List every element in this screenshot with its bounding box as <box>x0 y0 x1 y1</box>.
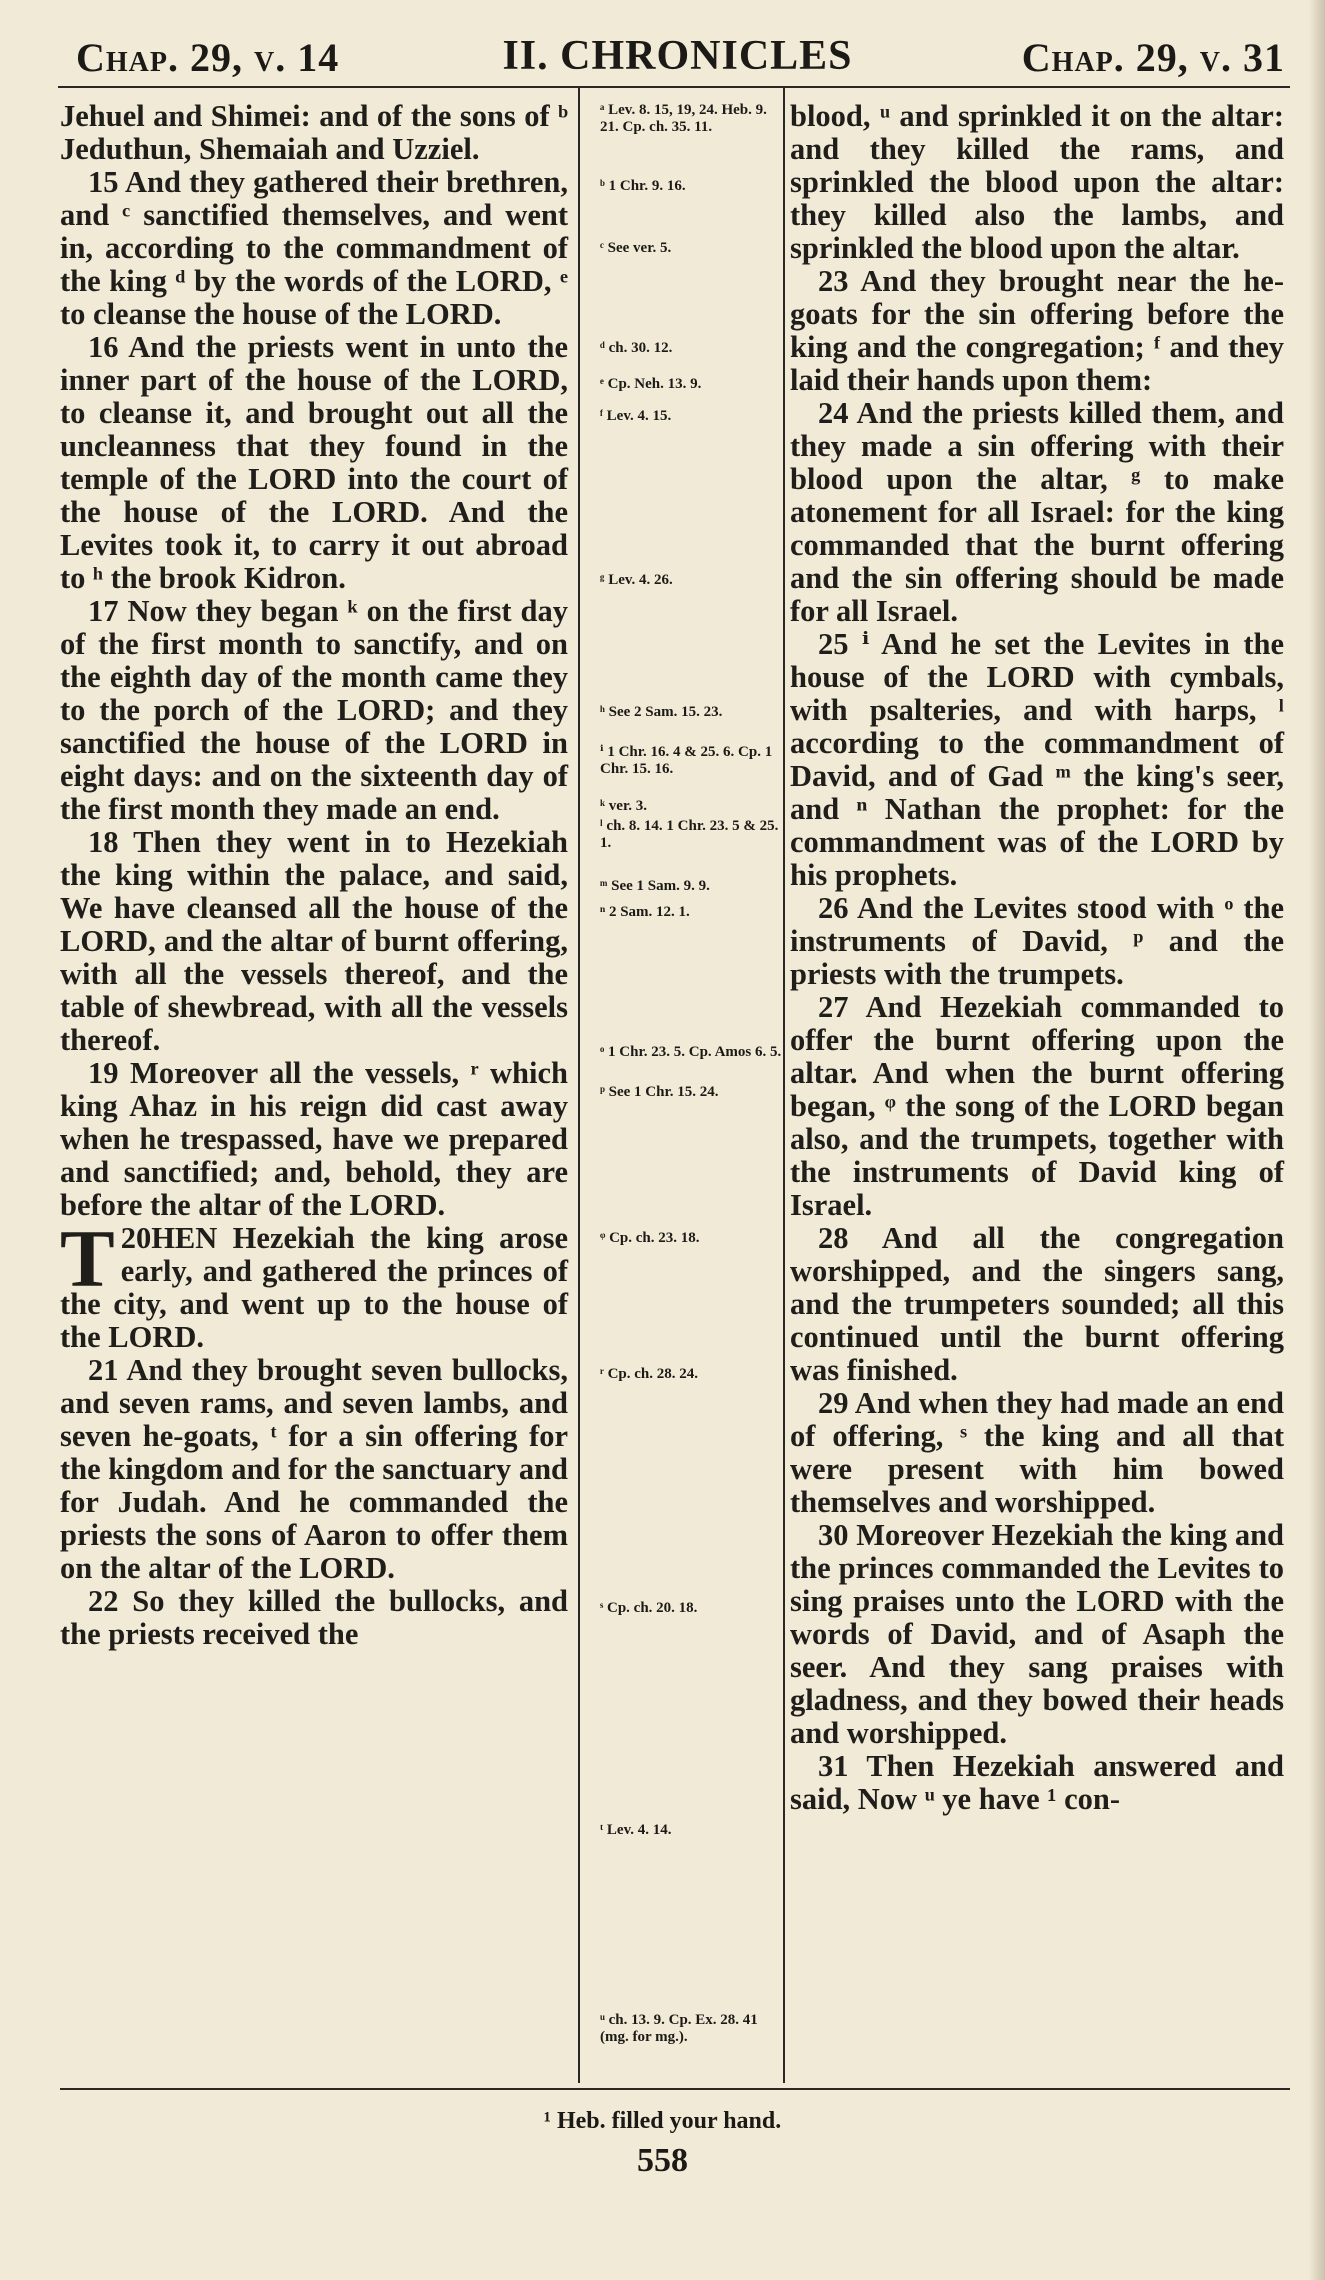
verse-30: 30 Moreover Hezekiah the king and the princes commanded the Levites to sing praises unto the LORD with the words of David, and of Asaph the seer. And they sang praises with gladness, and they bowed their heads and worshipped. <box>790 1518 1284 1750</box>
verse-27: 27 And Hezekiah commanded to offer the burnt offering upon the altar. And when the burnt offering began, ᵠ the song of the LORD began also, and the trumpets, together with the instruments of David king of Israel. <box>790 990 1284 1222</box>
cross-reference-column <box>594 100 786 2090</box>
verse-15: 15 And they gathered their brethren, and ᶜ sanctified themselves, and went in, according to the commandment of the king ᵈ by the words of the LORD, ᵉ to cleanse the house of the LORD. <box>60 165 568 331</box>
cross-ref: ˡ ch. 8. 14. 1 Chr. 23. 5 & 25. 1. <box>600 818 779 851</box>
verse-26: 26 And the Levites stood with ᵒ the instruments of David, ᵖ and the priests with the trumpets. <box>790 891 1284 991</box>
cross-ref: ʰ See 2 Sam. 15. 23. <box>600 704 723 720</box>
cross-ref: ˢ Cp. ch. 20. 18. <box>600 1600 698 1616</box>
verse-28: 28 And all the congregation worshipped, and the singers sang, and the trumpeters sounded; all this continued until the burnt offering was finished. <box>790 1221 1284 1387</box>
verse-24: 24 And the priests killed them, and they made a sin offering with their blood upon the altar, ᵍ to make atonement for all Israel: for the king commanded that the burnt offering and the sin offering should be made for all Israel. <box>790 396 1284 628</box>
cross-ref: ʳ Cp. ch. 28. 24. <box>600 1366 698 1382</box>
cross-ref: ᵃ Lev. 8. 15, 19, 24. Heb. 9. 21. Cp. ch. 35. 11. <box>600 102 767 135</box>
page-edge-shadow <box>1309 0 1325 2280</box>
cross-ref: ᵒ 1 Chr. 23. 5. Cp. Amos 6. 5. <box>600 1044 782 1060</box>
verse-20-text: HEN Hezekiah the king arose early, and gathered the princes of the city, and went up to the house of the LORD. <box>60 1221 568 1354</box>
verse-20-number: 20 <box>120 1221 152 1255</box>
verse-21: 21 And they brought seven bullocks, and seven rams, and seven lambs, and seven he-goats, ᵗ for a sin offering for the kingdom and for the sanctuary and for Judah. And he commanded the priests the sons of Aaron to offer them on the altar of the LORD. <box>60 1353 568 1585</box>
verse-22: 22 So they killed the bullocks, and the priests received the <box>60 1584 568 1651</box>
cross-ref: ᵖ See 1 Chr. 15. 24. <box>600 1084 719 1100</box>
cross-ref: ᵘ ch. 13. 9. Cp. Ex. 28. 41 (mg. for mg.). <box>600 2012 758 2045</box>
verse-22-cont: blood, ᵘ and sprinkled it on the altar: and they killed the rams, and sprinkled the blood upon the altar: they killed also the lambs, and sprinkled the blood upon the altar. <box>790 99 1284 265</box>
cross-ref: ᶠ Lev. 4. 15. <box>600 408 672 424</box>
cross-ref: ⁿ 2 Sam. 12. 1. <box>600 904 690 920</box>
verse-14-cont: Jehuel and Shimei: and of the sons of ᵇ Jeduthun, Shemaiah and Uzziel. <box>60 99 568 166</box>
page-number: 558 <box>637 2142 688 2179</box>
verse-25: 25 ⁱ And he set the Levites in the house of the LORD with cymbals, with psalteries, and with harps, ˡ according to the commandment of David, and of Gad ᵐ the king's seer, and ⁿ Nathan the prophet: for the commandment was of the LORD by his prophets. <box>790 627 1284 892</box>
cross-ref: ᵈ ch. 30. 12. <box>600 340 673 356</box>
footer-rule <box>60 2088 1290 2090</box>
cross-ref: ᵉ Cp. Neh. 13. 9. <box>600 376 702 392</box>
cross-ref: ᵏ ver. 3. <box>600 798 647 814</box>
verse-16: 16 And the priests went in unto the inner part of the house of the LORD, to cleanse it, and brought out all the uncleanness that they found in the temple of the LORD into the court of the house of the LORD. And the Levites took it, to carry it out abroad to ʰ the brook Kidron. <box>60 330 568 595</box>
column-rule-left <box>578 88 580 2083</box>
cross-ref: ⁱ 1 Chr. 16. 4 & 25. 6. Cp. 1 Chr. 15. 16. <box>600 744 773 777</box>
running-head <box>70 30 1285 82</box>
footnote: ¹ Heb. filled your hand. <box>543 2108 782 2134</box>
right-text-column <box>790 100 1284 1816</box>
verse-18: 18 Then they went in to Hezekiah the king within the palace, and said, We have cleansed all the house of the LORD, and the altar of burnt offering, with all the vessels thereof, and the table of shewbread, with all the vessels thereof. <box>60 825 568 1057</box>
cross-ref: ᵠ Cp. ch. 23. 18. <box>600 1230 700 1246</box>
running-head-book-title: II. CHRONICLES <box>502 33 853 79</box>
cross-ref: ᶜ See ver. 5. <box>600 240 672 256</box>
verse-20 <box>60 1213 568 1354</box>
verse-20-dropcap: T <box>60 1213 115 1304</box>
verse-19: 19 Moreover all the vessels, ʳ which king Ahaz in his reign did cast away when he trespassed, have we prepared and sanctified; and, behold, they are before the altar of the LORD. <box>60 1056 568 1222</box>
running-head-left: Chap. 29, v. 14 <box>76 35 340 80</box>
verse-17: 17 Now they began ᵏ on the first day of the first month to sanctify, and on the eighth day of the month came they to the porch of the LORD; and they sanctified the house of the LORD in eight days: and on the sixteenth day of the first month they made an end. <box>60 594 568 826</box>
verse-29: 29 And when they had made an end of offering, ˢ the king and all that were present with him bowed themselves and worshipped. <box>790 1386 1284 1519</box>
cross-ref: ᵐ See 1 Sam. 9. 9. <box>600 878 710 894</box>
left-text-column <box>60 100 568 1651</box>
cross-ref: ᵍ Lev. 4. 26. <box>600 572 673 588</box>
cross-ref: ᵗ Lev. 4. 14. <box>600 1822 672 1838</box>
verse-23: 23 And they brought near the he-goats for the sin offering before the king and the congregation; ᶠ and they laid their hands upon them: <box>790 264 1284 397</box>
verse-31: 31 Then Hezekiah answered and said, Now ᵘ ye have ¹ con- <box>790 1749 1284 1816</box>
header-rule <box>58 86 1290 88</box>
cross-ref: ᵇ 1 Chr. 9. 16. <box>600 178 686 194</box>
running-head-right: Chap. 29, v. 31 <box>1021 35 1285 80</box>
